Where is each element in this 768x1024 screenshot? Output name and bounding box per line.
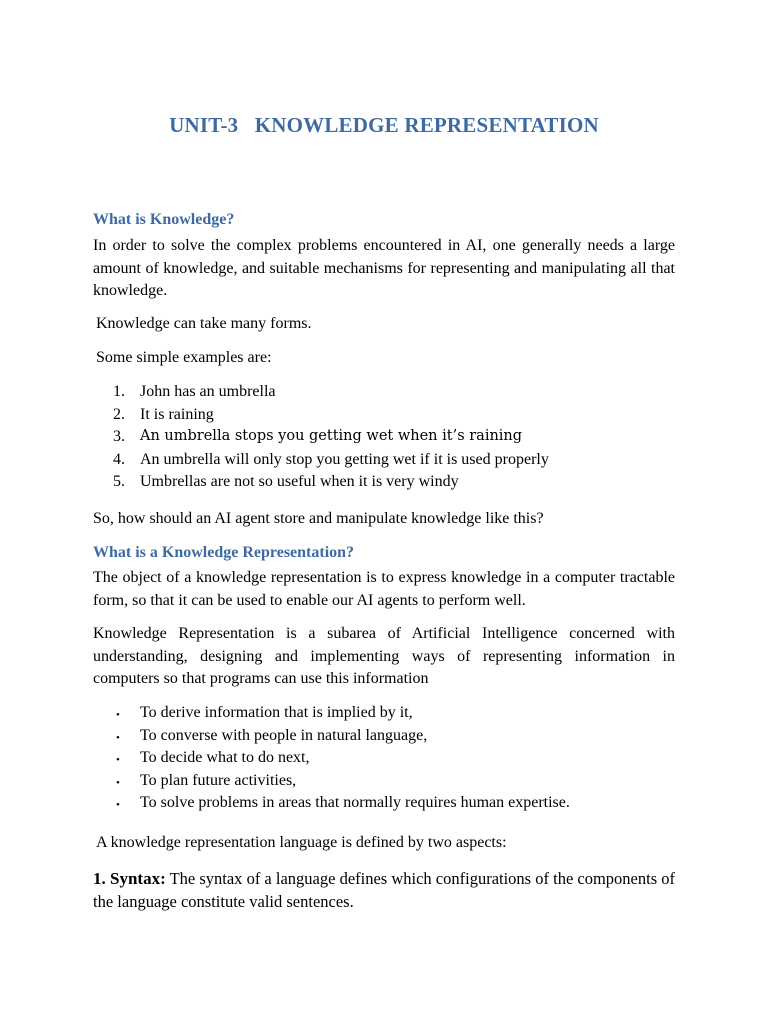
paragraph-syntax bbox=[93, 868, 675, 913]
list-item-text: It is raining bbox=[140, 405, 214, 423]
list-item-number: 4. bbox=[113, 450, 125, 468]
list-item-text: Umbrellas are not so useful when it is very windy bbox=[140, 473, 459, 491]
paragraph-forms: Knowledge can take many forms. bbox=[96, 315, 312, 332]
list-item-text: An umbrella will only stop you getting wet if it is used properly bbox=[140, 450, 549, 468]
paragraph-representation-definition: Knowledge Representation is a subarea of Artificial Intelligence concerned with understanding, designing and implementing ways of representing information in computers so that programs can use this information bbox=[93, 625, 675, 687]
list-item-text: To solve problems in areas that normally requires human expertise. bbox=[140, 794, 570, 812]
syntax-label: 1. Syntax: bbox=[93, 869, 166, 888]
list-item-number: 2. bbox=[113, 405, 125, 423]
bullet-icon: • bbox=[116, 709, 120, 721]
section-heading-representation: What is a Knowledge Representation? bbox=[93, 544, 355, 561]
paragraph-aspects: A knowledge representation language is defined by two aspects: bbox=[96, 834, 507, 851]
bullet-icon: • bbox=[116, 776, 120, 789]
list-item-number: 1. bbox=[113, 383, 125, 400]
list-item-text: John has an umbrella bbox=[140, 383, 276, 400]
bullet-icon: • bbox=[116, 799, 120, 812]
list-item-text: To plan future activities, bbox=[140, 771, 297, 789]
list-item-text: To converse with people in natural language, bbox=[140, 726, 428, 744]
list-item-number: 3. bbox=[113, 428, 125, 446]
bullet-icon: • bbox=[116, 731, 120, 744]
section-heading-knowledge: What is Knowledge? bbox=[93, 211, 235, 228]
list-item-number: 5. bbox=[113, 473, 125, 491]
paragraph-examples-intro: Some simple examples are: bbox=[96, 349, 272, 366]
paragraph-knowledge-intro: In order to solve the complex problems encountered in AI, one generally needs a large amount of knowledge, and suitable mechanisms for representing and manipulating all that knowledge. bbox=[93, 237, 675, 299]
paragraph-question: So, how should an AI agent store and manipulate knowledge like this? bbox=[93, 510, 544, 527]
syntax-text: The syntax of a language defines which configurations of the components of the language constitute valid sentences. bbox=[93, 869, 675, 911]
page-title: UNIT-3 KNOWLEDGE REPRESENTATION bbox=[169, 113, 599, 137]
bullet-icon: • bbox=[116, 754, 120, 767]
list-item-text: To derive information that is implied by it, bbox=[140, 704, 413, 721]
list-item-text: An umbrella stops you getting wet when it’s raining bbox=[140, 428, 523, 445]
list-item-text: To decide what to do next, bbox=[140, 749, 310, 767]
paragraph-representation-object: The object of a knowledge representation is to express knowledge in a computer tractable form, so that it can be used to enable our AI agents to perform well. bbox=[93, 569, 675, 609]
